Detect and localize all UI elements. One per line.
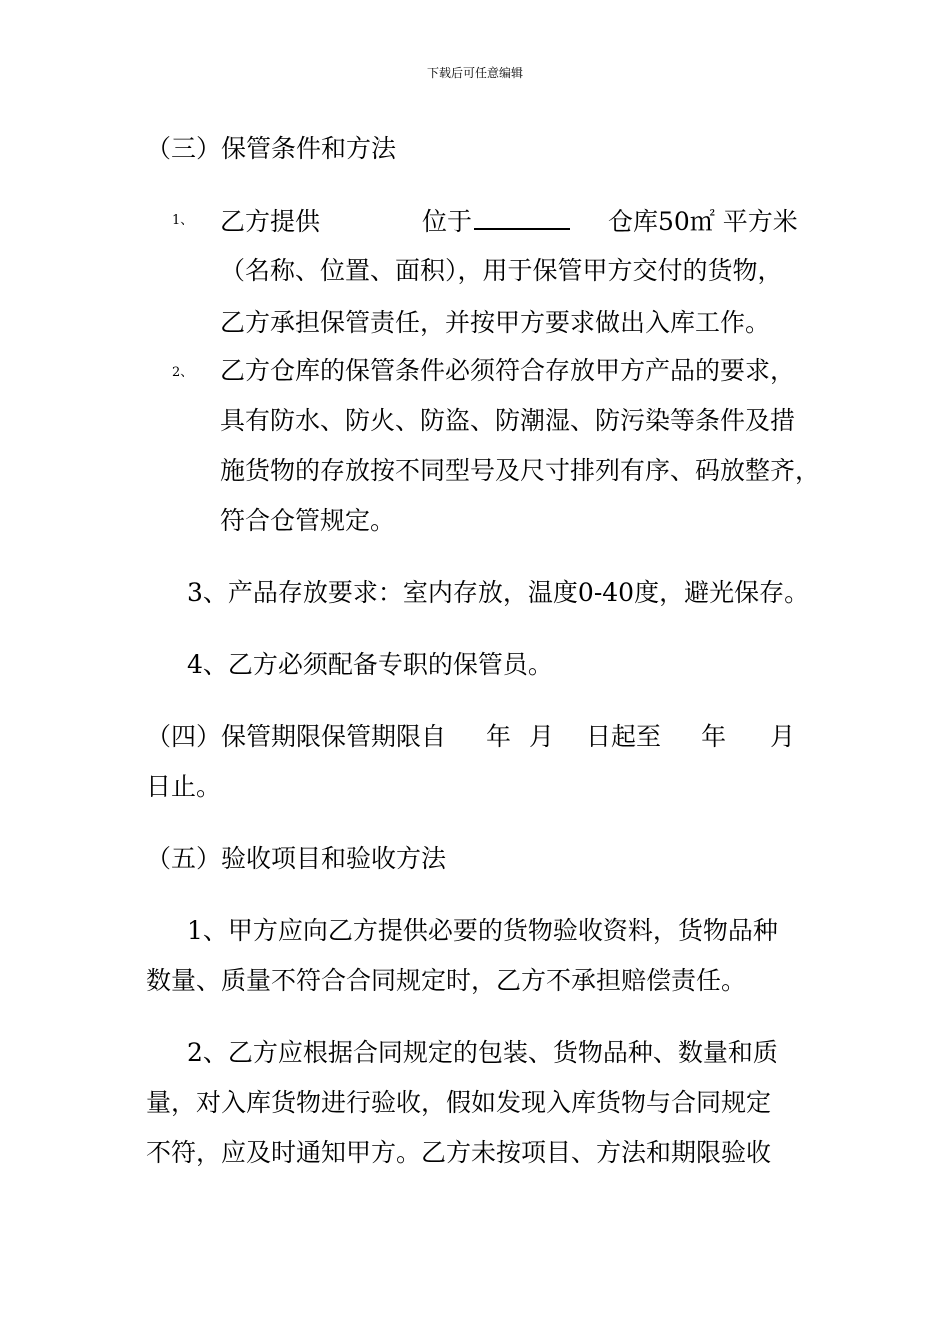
item2-line4: 符合仓管规定。 (220, 506, 396, 535)
item1-line1-b: 位于 (422, 207, 473, 236)
section4-text: （四）保管期限保管期限自 (146, 722, 447, 751)
item1-number: 1、 (172, 213, 194, 228)
month-label-2: 月 (770, 722, 796, 751)
section5-p2-line1: 2、乙方应根据合同规定的包装、货物品种、数量和质 (187, 1038, 778, 1067)
section5-title: （五）验收项目和验收方法 (146, 844, 447, 873)
year-label-2: 年 (701, 722, 727, 751)
item1-line3: 乙方承担保管责任，并按甲方要求做出入库工作。 (220, 308, 771, 337)
year-label: 年 (486, 722, 512, 751)
item2-line2: 具有防水、防火、防盗、防潮湿、防污染等条件及措 (220, 406, 796, 435)
section3-title: （三）保管条件和方法 (146, 134, 397, 163)
item2-line1: 乙方仓库的保管条件必须符合存放甲方产品的要求， (220, 356, 796, 385)
item3: 3、产品存放要求：室内存放，温度0-40度，避光保存。 (187, 578, 810, 607)
month-label: 月 (529, 722, 555, 751)
page-header: 下载后可任意编辑 (426, 66, 523, 80)
item4: 4、乙方必须配备专职的保管员。 (187, 650, 553, 679)
section5-p1-line1: 1、甲方应向乙方提供必要的货物验收资料，货物品种 (187, 916, 778, 945)
item2-line3: 施货物的存放按不同型号及尺寸排列有序、码放整齐， (220, 456, 821, 485)
section4-line2: 日止。 (146, 772, 222, 801)
item1-line1 (220, 204, 798, 239)
item1-line1-a: 乙方提供 (220, 207, 321, 236)
blank-underline (474, 204, 570, 230)
item2-number: 2、 (172, 365, 194, 380)
section5-p2-line2: 量，对入库货物进行验收，假如发现入库货物与合同规定 (146, 1088, 772, 1117)
section5-p1-line2: 数量、质量不符合合同规定时，乙方不承担赔偿责任。 (146, 966, 747, 995)
section4-line1 (146, 720, 795, 754)
day-label: 日起至 (586, 722, 662, 751)
section5-p2-line3: 不符，应及时通知甲方。乙方未按项目、方法和期限验收 (146, 1138, 772, 1167)
item1-line1-c: 仓库50㎡ 平方米 (608, 207, 798, 236)
item1-line2: （名称、位置、面积），用于保管甲方交付的货物， (220, 256, 783, 285)
